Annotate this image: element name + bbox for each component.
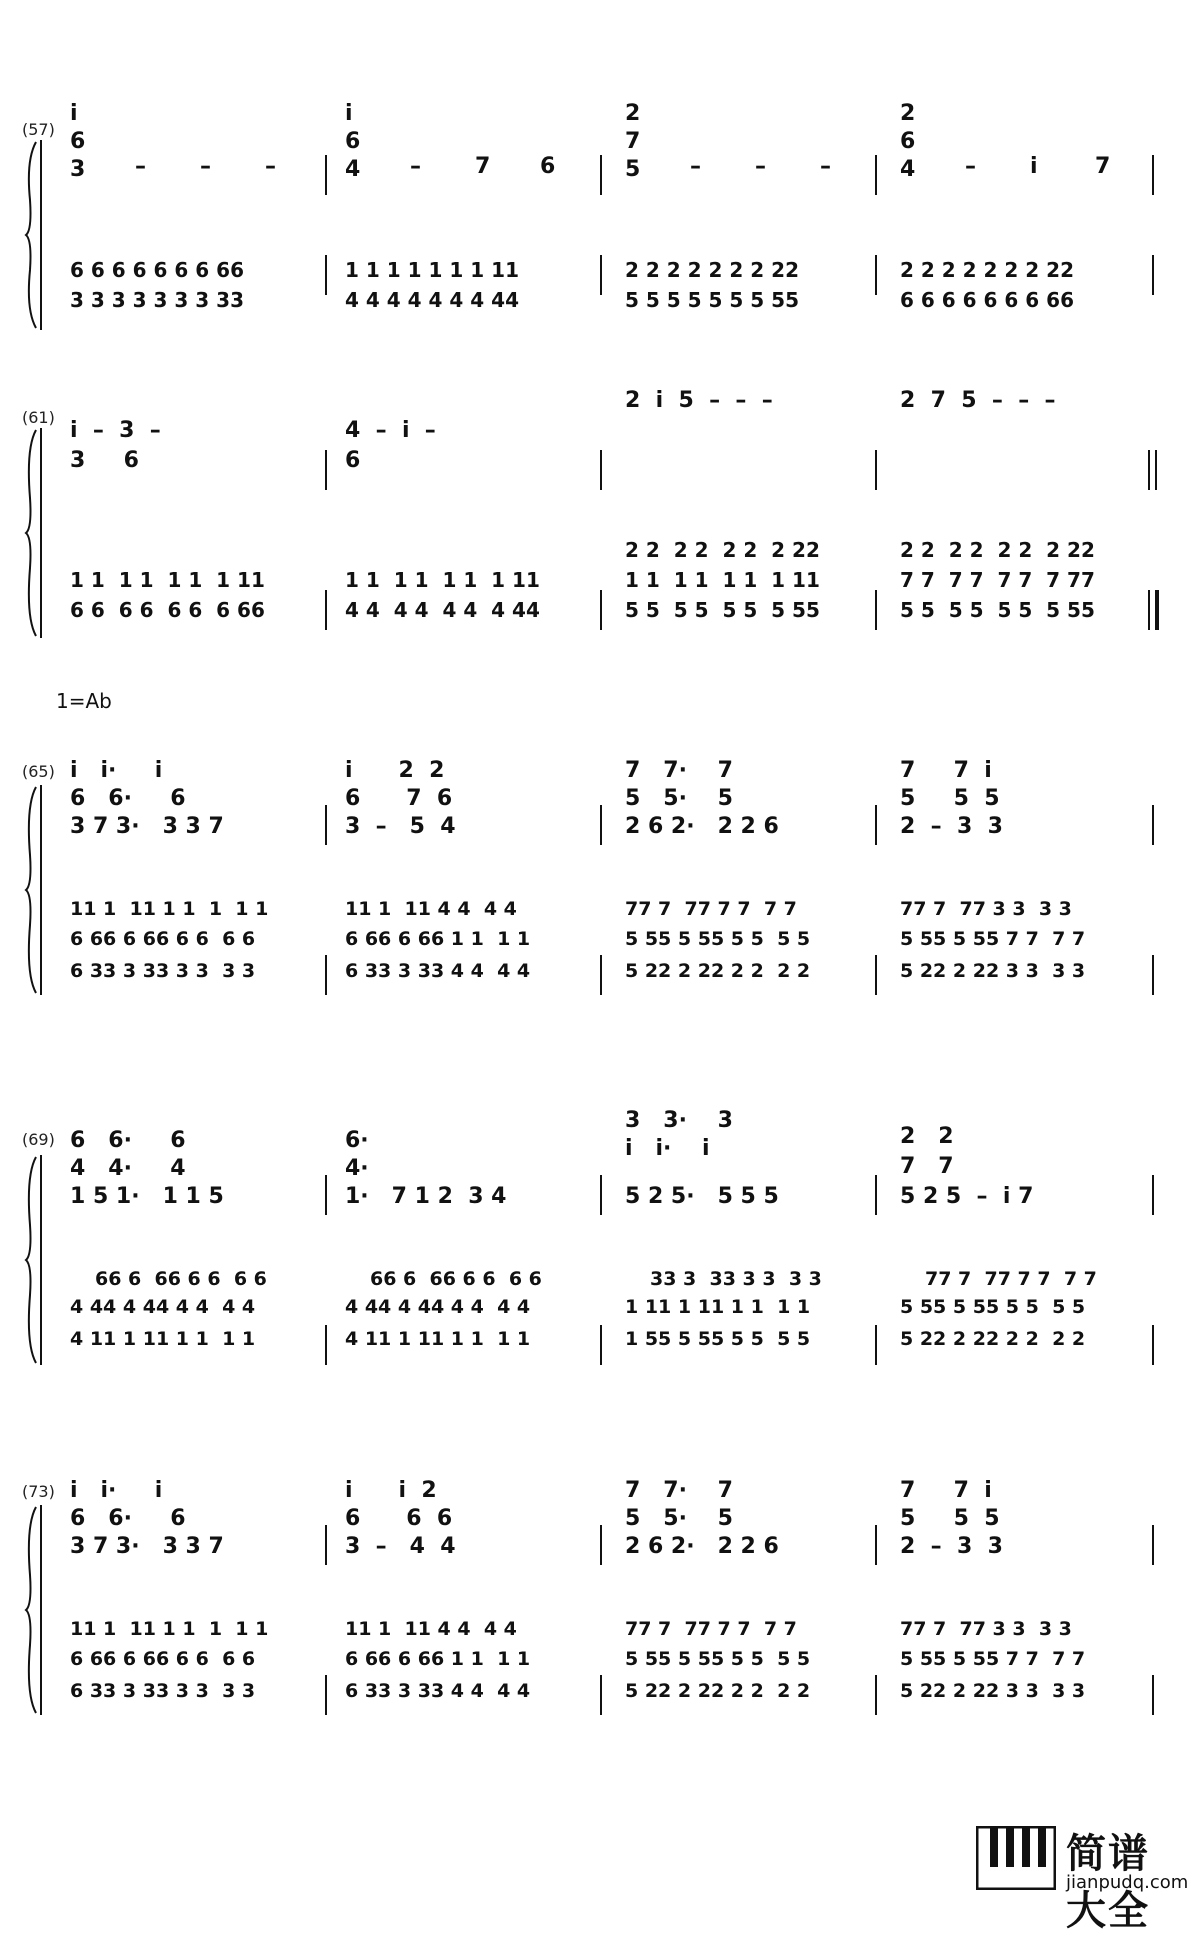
lower-line: 5 22 2 22 3 3 3 3	[900, 1680, 1086, 1702]
lower-line: 5 22 2 22 3 3 3 3	[900, 960, 1086, 982]
barline	[1152, 1675, 1154, 1715]
barline	[875, 1675, 877, 1715]
lower-line: 4 44 4 44 4 4 4 4	[345, 1296, 531, 1318]
system-start-barline	[40, 1155, 42, 1365]
barline	[875, 805, 877, 845]
lower-line: 5 22 2 22 2 2 2 2	[625, 1680, 811, 1702]
lower-line: 11 1 11 1 1 1 1 1	[70, 898, 269, 920]
barline	[875, 450, 877, 490]
lower-line: 2 2 2 2 2 2 2 22	[625, 258, 799, 282]
barline	[325, 1325, 327, 1365]
upper-line: 2 – 3 3	[900, 814, 1003, 839]
upper-line: i i· i	[625, 1136, 710, 1161]
system-start-barline	[40, 785, 42, 995]
barline	[600, 1325, 602, 1365]
barline	[1152, 155, 1154, 195]
lower-line: 6 6 6 6 6 6 6 66	[70, 258, 244, 282]
lower-line: 77 7 77 7 7 7 7	[625, 1618, 797, 1640]
barline	[325, 805, 327, 845]
barline	[600, 155, 602, 195]
measure-number: (57)	[22, 120, 55, 139]
upper-note: 7	[475, 154, 491, 179]
upper-line: i i 2	[345, 1478, 437, 1503]
upper-line: i i· i	[70, 1478, 163, 1503]
system-57	[0, 100, 1200, 330]
barline	[1152, 255, 1154, 295]
lower-line: 77 7 77 7 7 7 7	[625, 898, 797, 920]
upper-chord: 2 6 4	[900, 101, 916, 182]
lower-line: 6 33 3 33 4 4 4 4	[345, 960, 531, 982]
upper-line: 7 7	[900, 1154, 954, 1179]
measure-number: (61)	[22, 408, 55, 427]
barline	[1152, 1175, 1154, 1215]
lower-line: 1 11 1 11 1 1 1 1	[625, 1296, 811, 1318]
upper-line: 2 i 5 – – –	[625, 388, 773, 413]
measure-number: (65)	[22, 762, 55, 781]
upper-line: 2 6 2· 2 2 6	[625, 1534, 779, 1559]
lower-line: 5 5 5 5 5 5 5 55	[625, 288, 799, 312]
barline	[325, 1675, 327, 1715]
lower-line: 1 1 1 1 1 1 1 11	[70, 568, 265, 592]
lower-line: 4 11 1 11 1 1 1 1	[70, 1328, 256, 1350]
upper-note: 7	[1095, 154, 1111, 179]
barline	[600, 1175, 602, 1215]
upper-line: 6	[345, 448, 361, 473]
barline	[875, 1325, 877, 1365]
lower-line: 6 33 3 33 3 3 3 3	[70, 960, 256, 982]
upper-note: 6	[540, 154, 556, 179]
brace	[24, 1155, 38, 1365]
barline	[325, 590, 327, 630]
upper-line: 6 6· 6	[70, 1128, 186, 1153]
lower-line: 5 5 5 5 5 5 5 55	[900, 598, 1095, 622]
lower-line: 1 55 5 55 5 5 5 5	[625, 1328, 811, 1350]
brace	[24, 1505, 38, 1715]
barline	[600, 955, 602, 995]
lower-line: 1 1 1 1 1 1 1 11	[625, 568, 820, 592]
system-61	[0, 380, 1200, 640]
lower-line: 5 55 5 55 5 5 5 5	[625, 1648, 811, 1670]
logo-title: 简谱大全	[1066, 1831, 1150, 1934]
lower-line: 1 1 1 1 1 1 1 11	[345, 258, 519, 282]
lower-line: 77 7 77 3 3 3 3	[900, 898, 1072, 920]
upper-line: 5 2 5· 5 5 5	[625, 1184, 779, 1209]
upper-line: 6 6 6	[345, 1506, 453, 1531]
upper-line: 7 7· 7	[625, 1478, 733, 1503]
lower-line: 5 55 5 55 7 7 7 7	[900, 928, 1086, 950]
barline	[325, 1175, 327, 1215]
lower-line: 6 6 6 6 6 6 6 66	[900, 288, 1074, 312]
lower-line: 1 1 1 1 1 1 1 11	[345, 568, 540, 592]
measure-number: (73)	[22, 1482, 55, 1501]
barline	[1152, 955, 1154, 995]
lower-line: 4 4 4 4 4 4 4 44	[345, 288, 519, 312]
upper-line: 3 7 3· 3 3 7	[70, 814, 224, 839]
lower-line: 6 33 3 33 3 3 3 3	[70, 1680, 256, 1702]
upper-line: 6 7 6	[345, 786, 453, 811]
lower-line: 4 11 1 11 1 1 1 1	[345, 1328, 531, 1350]
barline	[325, 155, 327, 195]
measure-number: (69)	[22, 1130, 55, 1149]
rest-dash: –	[135, 154, 146, 179]
upper-line: 3 7 3· 3 3 7	[70, 1534, 224, 1559]
barline	[1152, 1525, 1154, 1565]
upper-line: 2 – 3 3	[900, 1534, 1003, 1559]
upper-line: 4·	[345, 1156, 369, 1181]
logo-url: jianpudq.com	[1066, 1872, 1189, 1893]
upper-line: 3 3· 3	[625, 1108, 733, 1133]
barline	[325, 955, 327, 995]
upper-chord: i 6 4	[345, 101, 361, 182]
upper-line: 6 6· 6	[70, 786, 186, 811]
lower-line: 3 3 3 3 3 3 3 33	[70, 288, 244, 312]
lower-line: 4 4 4 4 4 4 4 44	[345, 598, 540, 622]
system-69	[0, 1070, 1200, 1370]
site-logo[interactable]	[966, 1818, 1189, 1934]
upper-line: i – 3 –	[70, 418, 161, 443]
lower-line: 77 7 77 7 7 7 7	[925, 1268, 1097, 1290]
barline	[875, 955, 877, 995]
lower-line: 4 44 4 44 4 4 4 4	[70, 1296, 256, 1318]
upper-line: 2 2	[900, 1124, 954, 1149]
upper-line: 6 6· 6	[70, 1506, 186, 1531]
upper-line: 5 5· 5	[625, 786, 733, 811]
upper-line: 3 6	[70, 448, 139, 473]
lower-line: 33 3 33 3 3 3 3	[650, 1268, 822, 1290]
barline	[600, 255, 602, 295]
brace	[24, 785, 38, 995]
barline	[325, 1525, 327, 1565]
lower-line: 5 22 2 22 2 2 2 2	[900, 1328, 1086, 1350]
lower-line: 2 2 2 2 2 2 2 22	[900, 258, 1074, 282]
barline	[875, 1175, 877, 1215]
barline	[600, 1675, 602, 1715]
brace	[24, 140, 38, 330]
key-signature: 1=Ab	[56, 689, 112, 713]
lower-line: 6 66 6 66 1 1 1 1	[345, 1648, 531, 1670]
upper-line: 2 6 2· 2 2 6	[625, 814, 779, 839]
rest-dash: –	[755, 154, 766, 179]
lower-line: 6 66 6 66 6 6 6 6	[70, 1648, 256, 1670]
upper-line: 2 7 5 – – –	[900, 388, 1056, 413]
lower-line: 2 2 2 2 2 2 2 22	[625, 538, 820, 562]
upper-line: i 2 2	[345, 758, 445, 783]
barline	[1152, 805, 1154, 845]
double-barline	[1155, 450, 1157, 490]
piano-keys-icon	[976, 1826, 1056, 1890]
upper-note: i	[1030, 154, 1038, 179]
brace	[24, 428, 38, 638]
upper-line: 6·	[345, 1128, 369, 1153]
barline	[1152, 1325, 1154, 1365]
lower-line: 5 55 5 55 5 5 5 5	[900, 1296, 1086, 1318]
upper-line: 3 – 5 4	[345, 814, 456, 839]
upper-line: 7 7 i	[900, 1478, 992, 1503]
lower-line: 11 1 11 4 4 4 4	[345, 1618, 517, 1640]
system-start-barline	[40, 428, 42, 638]
lower-line: 6 66 6 66 6 6 6 6	[70, 928, 256, 950]
barline	[600, 1525, 602, 1565]
lower-line: 11 1 11 4 4 4 4	[345, 898, 517, 920]
upper-line: 3 – 4 4	[345, 1534, 456, 1559]
system-73	[0, 1430, 1200, 1730]
barline	[325, 255, 327, 295]
upper-line: 5 5 5	[900, 1506, 1000, 1531]
barline	[600, 590, 602, 630]
upper-line: 1· 7 1 2 3 4	[345, 1184, 507, 1209]
rest-dash: –	[265, 154, 276, 179]
upper-line: 4 – i –	[345, 418, 436, 443]
system-start-barline	[40, 140, 42, 330]
lower-line: 5 22 2 22 2 2 2 2	[625, 960, 811, 982]
barline	[875, 255, 877, 295]
barline	[875, 590, 877, 630]
lower-line: 6 66 6 66 1 1 1 1	[345, 928, 531, 950]
upper-line: 1 5 1· 1 1 5	[70, 1184, 224, 1209]
upper-chord: 2 7 5	[625, 101, 641, 182]
double-barline	[1148, 450, 1150, 490]
lower-line: 6 33 3 33 4 4 4 4	[345, 1680, 531, 1702]
lower-line: 2 2 2 2 2 2 2 22	[900, 538, 1095, 562]
barline	[875, 155, 877, 195]
lower-line: 77 7 77 3 3 3 3	[900, 1618, 1072, 1640]
lower-line: 11 1 11 1 1 1 1 1	[70, 1618, 269, 1640]
barline	[325, 450, 327, 490]
upper-chord: i 6 3	[70, 101, 86, 182]
rest-dash: –	[200, 154, 211, 179]
lower-line: 5 55 5 55 7 7 7 7	[900, 1648, 1086, 1670]
lower-line: 5 5 5 5 5 5 5 55	[625, 598, 820, 622]
barline	[600, 805, 602, 845]
rest-dash: –	[690, 154, 701, 179]
rest-dash: –	[820, 154, 831, 179]
double-barline	[1155, 590, 1159, 630]
barline	[600, 450, 602, 490]
lower-line: 5 55 5 55 5 5 5 5	[625, 928, 811, 950]
rest-dash: –	[965, 154, 976, 179]
system-start-barline	[40, 1505, 42, 1715]
lower-line: 66 6 66 6 6 6 6	[95, 1268, 267, 1290]
upper-line: 5 5 5	[900, 786, 1000, 811]
upper-line: 5 2 5 – i 7	[900, 1184, 1034, 1209]
upper-line: 7 7· 7	[625, 758, 733, 783]
upper-line: i i· i	[70, 758, 163, 783]
lower-line: 7 7 7 7 7 7 7 77	[900, 568, 1095, 592]
system-65	[0, 710, 1200, 1000]
double-barline	[1148, 590, 1150, 630]
rest-dash: –	[410, 154, 421, 179]
upper-line: 5 5· 5	[625, 1506, 733, 1531]
upper-line: 4 4· 4	[70, 1156, 186, 1181]
lower-line: 6 6 6 6 6 6 6 66	[70, 598, 265, 622]
upper-line: 7 7 i	[900, 758, 992, 783]
lower-line: 66 6 66 6 6 6 6	[370, 1268, 542, 1290]
barline	[875, 1525, 877, 1565]
